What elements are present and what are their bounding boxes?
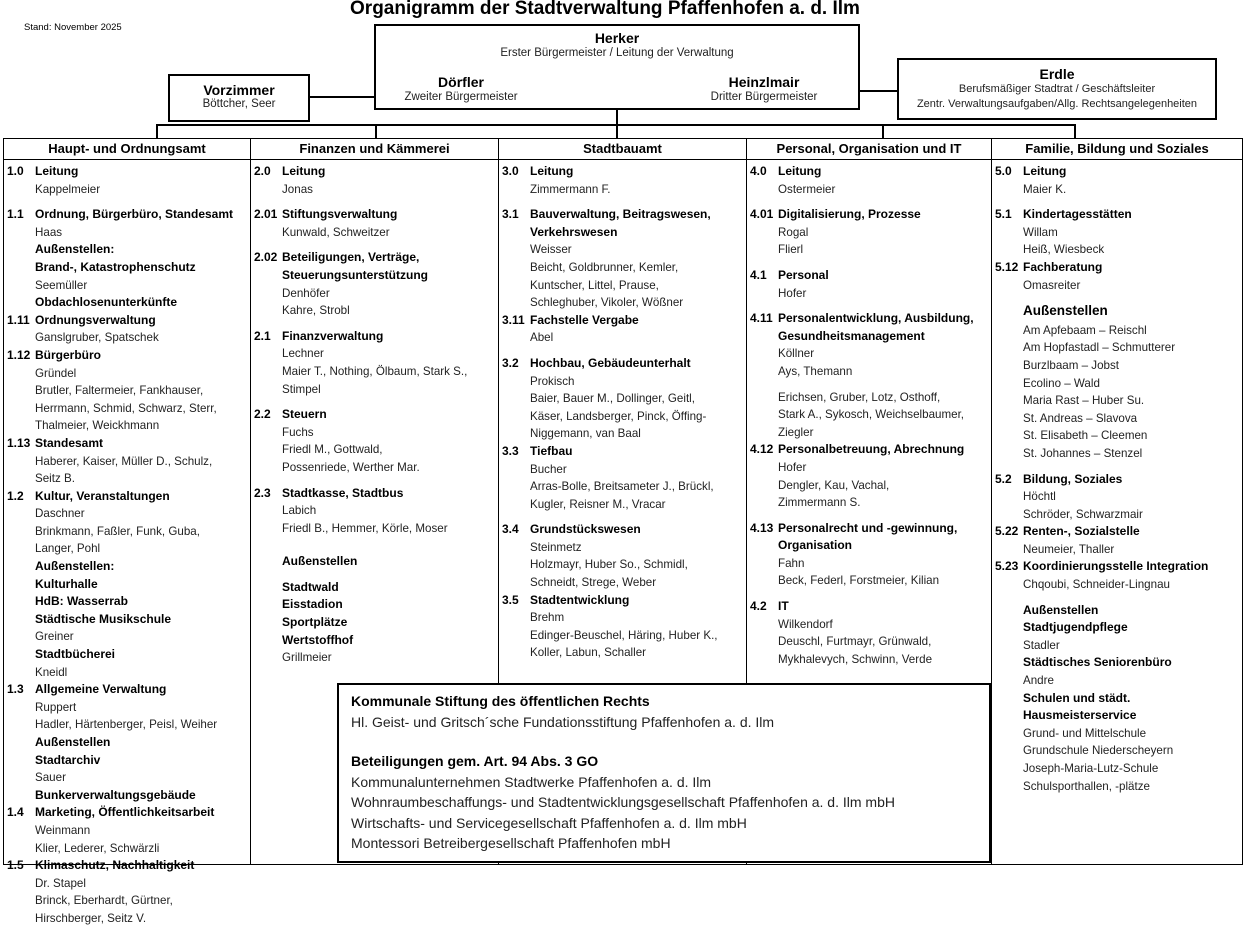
subunit-heading: Sportplätze (282, 615, 348, 630)
unit-label: Kindertagesstätten (1023, 207, 1132, 222)
staff-names: Heiß, Wiesbeck (1023, 243, 1105, 257)
staff-names: Niggemann, van Baal (530, 427, 641, 441)
staff-names: Seemüller (35, 278, 88, 292)
unit-heading (995, 523, 1242, 541)
spacer (995, 294, 1242, 302)
department-title: Haupt- und Ordnungsamt (4, 139, 250, 160)
unit-number: 3.5 (502, 592, 519, 607)
unit-heading (7, 857, 250, 875)
unit-heading (7, 435, 250, 453)
subunit-heading: Stadtbücherei (35, 647, 116, 662)
unit-label: Bildung, Soziales (1023, 471, 1123, 486)
spacer (995, 594, 1242, 602)
unit-number: 1.4 (7, 805, 24, 820)
unit-label: Allgemeine Verwaltung (35, 682, 167, 697)
spacer (7, 198, 250, 206)
subunit-heading: Hausmeisterservice (1023, 708, 1137, 723)
staff-names: Mykhalevych, Schwinn, Verde (778, 652, 933, 666)
spacer (750, 302, 991, 310)
staff-names: Höchtl (1023, 490, 1056, 504)
unit-label: Hochbau, Gebäudeunterhalt (530, 355, 691, 370)
second-mayor-name: Dörfler (438, 74, 484, 90)
unit-number: 4.01 (750, 207, 774, 222)
unit-label: Ordnungsverwaltung (35, 312, 156, 327)
department-title: Personal, Organisation und IT (747, 139, 991, 160)
unit-label: Ordnung, Bürgerbüro, Standesamt (35, 207, 234, 222)
staff-names: Greiner (35, 630, 74, 644)
staff-names: Stark A., Sykosch, Weichselbaumer, (778, 408, 965, 422)
unit-label: Tiefbau (530, 443, 573, 458)
unit-label: Stadtentwicklung (530, 592, 630, 607)
spacer (254, 398, 498, 406)
unit-heading (254, 485, 498, 503)
staff-names: Klier, Lederer, Schwärzli (35, 841, 160, 855)
unit-label: Fachberatung (1023, 259, 1103, 274)
connector-dep4 (882, 124, 884, 138)
unit-label: Personalrecht und -gewinnung, (778, 520, 958, 535)
department-body (4, 160, 250, 928)
unit-number: 1.5 (7, 858, 24, 873)
unit-label: Leitung (282, 164, 326, 178)
subunit-heading: Außenstellen (35, 735, 111, 749)
front-office-people: Böttcher, Seer (202, 98, 276, 110)
subunit-heading: Verkehrswesen (530, 224, 618, 239)
unit-label: Leitung (35, 164, 79, 178)
staff-names: Schneidt, Strege, Weber (530, 576, 657, 590)
unit-number: 1.0 (7, 164, 24, 178)
subunit-heading: Außenstellen (282, 554, 358, 569)
staff-names: Hofer (778, 460, 807, 474)
staff-names: Kneidl (35, 665, 68, 679)
staff-names: Friedl B., Hemmer, Körle, Moser (282, 521, 448, 535)
unit-heading (502, 521, 746, 539)
subunit-heading: Außenstellen (1023, 602, 1099, 617)
page-title: Organigramm der Stadtverwaltung Pfaffenhofen a. d. Ilm (350, 0, 860, 19)
staff-names: Brinck, Eberhardt, Gürtner, (35, 894, 173, 908)
front-office-title: Vorzimmer (203, 82, 275, 98)
staff-names: Possenriede, Werther Mar. (282, 460, 420, 474)
department-body (992, 160, 1242, 795)
staff-names: Beicht, Goldbrunner, Kemler, (530, 260, 679, 274)
staff-names: St. Johannes – Stenzel (1023, 446, 1143, 460)
unit-number: 4.13 (750, 520, 774, 535)
staff-names: Joseph-Maria-Lutz-Schule (1023, 762, 1159, 775)
staff-names: Am Hopfastadl – Schmutterer (1023, 341, 1176, 355)
unit-label: Steuern (282, 407, 327, 422)
subunit-heading: Stadtwald (282, 579, 339, 594)
subunit-heading: Steuerungsunterstützung (282, 267, 428, 282)
staff-names: Andre (1023, 674, 1054, 688)
staff-names: Thalmeier, Weickhmann (35, 419, 160, 433)
affiliates-box (337, 683, 991, 863)
city-councillor-box (897, 58, 1217, 120)
staff-names: Kugler, Reisner M., Vracar (530, 497, 666, 511)
unit-label: Fachstelle Vergabe (530, 312, 639, 327)
staff-names: Fuchs (282, 425, 314, 439)
unit-heading (254, 328, 498, 346)
subunit-heading: Außenstellen (1023, 303, 1108, 319)
unit-label: Grundstückswesen (530, 522, 641, 537)
staff-names: Brehm (530, 611, 565, 625)
unit-number: 3.2 (502, 355, 519, 370)
staff-names: Am Apfebaam – Reischl (1023, 323, 1147, 337)
staff-names: Friedl M., Gottwald, (282, 443, 383, 457)
councillor-role-2: Zentr. Verwaltungsaufgaben/Allg. Rechtsangelegenheiten (916, 98, 1198, 110)
subunit-heading: Organisation (778, 538, 853, 553)
staff-names: Lechner (282, 347, 324, 361)
unit-heading (750, 310, 991, 328)
department-column-1 (4, 139, 251, 925)
unit-heading (502, 163, 746, 181)
department-body (499, 160, 746, 662)
subunit-heading: Gesundheitsmanagement (778, 328, 925, 343)
staff-names: Maier T., Nothing, Ölbaum, Stark S., (282, 364, 468, 378)
subunit-heading: Außenstellen: (35, 559, 115, 574)
unit-heading (7, 312, 250, 330)
staff-names: Ziegler (778, 425, 814, 439)
unit-heading (7, 681, 250, 699)
unit-heading (502, 592, 746, 610)
unit-label: Standesamt (35, 435, 104, 450)
unit-heading (995, 163, 1242, 181)
unit-number: 4.11 (750, 311, 773, 326)
mayor-box (374, 24, 860, 110)
staff-names: Daschner (35, 507, 85, 521)
unit-number: 5.23 (995, 559, 1019, 574)
spacer (750, 381, 991, 389)
staff-names: Holzmayr, Huber So., Schmidl, (530, 558, 688, 572)
department-title: Finanzen und Kämmerei (251, 139, 498, 160)
staff-names: Schröder, Schwarzmair (1023, 507, 1143, 521)
staff-names: Rogal (778, 225, 809, 239)
staff-names: Dengler, Kau, Vachal, (778, 478, 890, 492)
subunit-heading: Stadtarchiv (35, 752, 101, 767)
third-mayor (664, 70, 864, 104)
unit-heading (254, 249, 498, 267)
holding-item: Montessori Betreibergesellschaft Pfaffenhofen mbH (351, 835, 671, 851)
department-column-5 (992, 139, 1242, 864)
staff-names: Hirschberger, Seitz V. (35, 911, 147, 925)
staff-names: Stimpel (282, 382, 321, 396)
staff-names: Dr. Stapel (35, 876, 86, 890)
unit-label: Bürgerbüro (35, 347, 101, 362)
unit-label: Renten-, Sozialstelle (1023, 524, 1140, 539)
staff-names: Baier, Bauer M., Dollinger, Geitl, (530, 392, 695, 406)
unit-heading (7, 488, 250, 506)
unit-label: Personal (778, 267, 829, 282)
staff-names: Hofer (778, 286, 807, 300)
spacer (502, 513, 746, 521)
unit-label: Bauverwaltung, Beitragswesen, (530, 207, 711, 222)
unit-label: Leitung (530, 164, 574, 178)
unit-number: 5.1 (995, 207, 1012, 222)
unit-number: 1.13 (7, 435, 31, 450)
connector-erdle (860, 90, 897, 92)
staff-names: Erichsen, Gruber, Lotz, Osthoff, (778, 390, 941, 404)
unit-number: 5.2 (995, 471, 1012, 486)
unit-number: 5.22 (995, 524, 1019, 539)
unit-heading (254, 163, 498, 181)
unit-heading (750, 267, 991, 285)
councillor-role-1: Berufsmäßiger Stadtrat / Geschäftsleiter (958, 83, 1156, 95)
staff-names: Weinmann (35, 823, 91, 837)
connector-dep5 (1074, 124, 1076, 138)
unit-number: 3.11 (502, 312, 525, 327)
unit-label: Digitalisierung, Prozesse (778, 207, 921, 222)
staff-names: Labich (282, 504, 317, 518)
subunit-heading: Außenstellen: (35, 242, 115, 257)
staff-names: Jonas (282, 182, 313, 196)
unit-label: Personalentwicklung, Ausbildung, (778, 311, 974, 326)
staff-names: Ganslgruber, Spatschek (35, 331, 159, 345)
staff-names: Koller, Labun, Schaller (530, 646, 647, 660)
unit-label: IT (778, 599, 789, 614)
mayor-name: Herker (594, 30, 640, 46)
unit-heading (995, 471, 1242, 489)
unit-number: 4.0 (750, 164, 767, 178)
front-office-box (168, 74, 310, 122)
unit-heading (502, 206, 746, 224)
spacer (995, 198, 1242, 206)
staff-names: Hadler, Härtenberger, Peisl, Weiher (35, 718, 218, 732)
spacer (750, 198, 991, 206)
subunit-heading: Städtische Musikschule (35, 611, 172, 626)
staff-names: Bucher (530, 462, 567, 476)
staff-names: Abel (530, 331, 554, 345)
unit-label: Koordinierungsstelle Integration (1023, 559, 1209, 574)
staff-names: Sauer (35, 771, 66, 785)
foundation-name: Hl. Geist- und Gritsch´sche Fundationsstiftung Pfaffenhofen a. d. Ilm (351, 713, 775, 730)
department-body (747, 160, 991, 668)
subunit-heading: Stadtjugendpflege (1023, 620, 1128, 635)
staff-names: Käser, Landsberger, Pinck, Öffing- (530, 409, 707, 423)
staff-names: Herrmann, Schmid, Schwarz, Sterr, (35, 401, 217, 415)
unit-number: 1.1 (7, 207, 24, 222)
staff-names: St. Andreas – Slavova (1023, 411, 1138, 425)
staff-names: Brinkmann, Faßler, Funk, Guba, (35, 524, 200, 538)
staff-names: Ays, Themann (778, 364, 853, 378)
unit-heading (750, 206, 991, 224)
unit-heading (254, 206, 498, 224)
staff-names: Ruppert (35, 700, 77, 714)
spacer (254, 241, 498, 249)
connector-dep3 (616, 124, 618, 138)
staff-names: Brutler, Faltermeier, Fankhauser, (35, 384, 204, 398)
staff-names: Kunwald, Schweitzer (282, 225, 390, 239)
subunit-heading: HdB: Wasserrab (35, 594, 128, 609)
staff-names: Zimmermann S. (778, 496, 861, 510)
staff-names: Ostermeier (778, 182, 836, 196)
staff-names: Neumeier, Thaller (1023, 542, 1115, 556)
staff-names: Köllner (778, 347, 815, 361)
unit-label: Klimaschutz, Nachhaltigkeit (35, 858, 195, 873)
staff-names: Kuntscher, Littel, Prause, (530, 278, 659, 292)
unit-number: 2.1 (254, 328, 271, 343)
holding-item: Wirtschafts- und Servicegesellschaft Pfaffenhofen a. d. Ilm mbH (351, 814, 747, 831)
staff-names: Zimmermann F. (530, 182, 611, 196)
staff-names: Denhöfer (282, 286, 330, 300)
unit-label: Personalbetreuung, Abrechnung (778, 442, 965, 457)
unit-number: 5.0 (995, 164, 1012, 178)
unit-heading (502, 355, 746, 373)
spacer (502, 347, 746, 355)
staff-names: Maria Rast – Huber Su. (1023, 394, 1145, 408)
subunit-heading: Eisstadion (282, 597, 343, 612)
subunit-heading: Obdachlosenunterkünfte (35, 295, 178, 310)
unit-heading (750, 163, 991, 181)
unit-heading (254, 406, 498, 424)
unit-label: Kultur, Veranstaltungen (35, 488, 170, 503)
staff-names: Seitz B. (35, 472, 75, 486)
holdings-heading: Beteiligungen gem. Art. 94 Abs. 3 GO (351, 753, 599, 769)
staff-names: Arras-Bolle, Breitsameter J., Brückl, (530, 480, 714, 494)
unit-heading (995, 259, 1242, 277)
unit-number: 1.12 (7, 347, 31, 362)
unit-heading (7, 804, 250, 822)
staff-names: Kahre, Strobl (282, 304, 350, 318)
spacer (502, 198, 746, 206)
unit-heading (7, 206, 250, 224)
spacer (750, 512, 991, 520)
department-body (251, 160, 498, 667)
staff-names: Maier K. (1023, 182, 1067, 196)
connector-dep2 (375, 124, 377, 138)
unit-label: Stiftungsverwaltung (282, 207, 398, 222)
connector-dep1 (156, 124, 158, 138)
unit-number: 4.1 (750, 267, 767, 282)
holding-item: Kommunalunternehmen Stadtwerke Pfaffenhofen a. d. Ilm (351, 773, 712, 790)
spacer (254, 571, 498, 579)
unit-label: Leitung (778, 164, 822, 178)
spacer (254, 198, 498, 206)
staff-names: Omasreiter (1023, 278, 1081, 292)
unit-number: 3.4 (502, 522, 519, 537)
staff-names: Steinmetz (530, 540, 582, 554)
subunit-heading: Städtisches Seniorenbüro (1023, 655, 1172, 670)
spacer (750, 590, 991, 598)
staff-names: Gründel (35, 366, 77, 380)
third-mayor-role: Dritter Bürgermeister (710, 91, 818, 103)
unit-number: 1.3 (7, 682, 24, 697)
unit-number: 3.3 (502, 443, 519, 458)
unit-heading (750, 441, 991, 459)
unit-label: Marketing, Öffentlichkeitsarbeit (35, 805, 215, 820)
unit-label: Leitung (1023, 164, 1067, 178)
staff-names: Schleghuber, Vikoler, Wößner (530, 296, 684, 310)
unit-heading (502, 443, 746, 461)
staff-names: Flierl (778, 243, 804, 257)
unit-number: 5.12 (995, 259, 1019, 274)
spacer (750, 259, 991, 267)
staff-names: Deuschl, Furtmayr, Grünwald, (778, 635, 932, 649)
stand-date: Stand: November 2025 (24, 22, 122, 33)
staff-names: Wilkendorf (778, 617, 833, 631)
unit-number: 2.3 (254, 485, 271, 500)
staff-names: Ecolino – Wald (1023, 376, 1100, 390)
unit-number: 2.2 (254, 407, 271, 422)
unit-number: 4.12 (750, 442, 774, 457)
councillor-name: Erdle (1039, 66, 1075, 82)
holding-item: Wohnraumbeschaffungs- und Stadtentwicklungsgesellschaft Pfaffenhofen a. d. Ilm mbH (351, 794, 895, 810)
staff-names: Schulsporthallen, -plätze (1023, 779, 1150, 793)
spacer (254, 477, 498, 485)
unit-number: 3.1 (502, 207, 519, 222)
staff-names: Haberer, Kaiser, Müller D., Schulz, (35, 454, 213, 468)
second-mayor (361, 70, 561, 104)
unit-label: Stadtkasse, Stadtbus (282, 485, 404, 500)
staff-names: St. Elisabeth – Cleemen (1023, 429, 1148, 443)
subunit-heading: Wertstoffhof (282, 632, 354, 647)
spacer (254, 537, 498, 553)
unit-heading (502, 312, 746, 330)
unit-number: 2.0 (254, 164, 271, 178)
department-title: Stadtbauamt (499, 139, 746, 160)
staff-names: Prokisch (530, 374, 575, 388)
foundation-heading: Kommunale Stiftung des öffentlichen Rechts (351, 693, 650, 709)
unit-heading (995, 558, 1242, 576)
spacer (995, 463, 1242, 471)
department-title: Familie, Bildung und Soziales (992, 139, 1242, 160)
subunit-heading: Brand-, Katastrophenschutz (35, 259, 196, 274)
staff-names: Weisser (530, 243, 572, 257)
staff-names: Willam (1023, 225, 1058, 239)
staff-names: Beck, Federl, Forstmeier, Kilian (778, 574, 940, 588)
unit-label: Finanzverwaltung (282, 328, 384, 343)
unit-number: 3.0 (502, 164, 519, 178)
staff-names: Chqoubi, Schneider-Lingnau (1023, 578, 1170, 592)
third-mayor-name: Heinzlmair (728, 74, 800, 90)
unit-label: Beteiligungen, Verträge, (282, 250, 420, 265)
mayor-role: Erster Bürgermeister / Leitung der Verwaltung (500, 47, 734, 59)
staff-names: Edinger-Beuschel, Häring, Huber K., (530, 628, 718, 642)
unit-heading (7, 163, 250, 181)
unit-number: 1.2 (7, 488, 24, 503)
staff-names: Kappelmeier (35, 182, 101, 196)
connector-trunk (616, 110, 618, 125)
unit-number: 2.01 (254, 207, 278, 222)
subunit-heading: Schulen und städt. (1023, 690, 1131, 705)
staff-names: Grillmeier (282, 651, 332, 665)
unit-number: 2.02 (254, 250, 278, 265)
unit-heading (750, 520, 991, 538)
unit-number: 1.11 (7, 312, 30, 327)
staff-names: Burzlbaam – Jobst (1023, 358, 1120, 372)
subunit-heading: Bunkerverwaltungsgebäude (35, 787, 196, 802)
staff-names: Stadler (1023, 638, 1060, 652)
staff-names: Grundschule Niederscheyern (1023, 744, 1174, 758)
spacer (254, 320, 498, 328)
staff-names: Haas (35, 225, 63, 239)
subunit-heading: Kulturhalle (35, 576, 98, 591)
second-mayor-role: Zweiter Bürgermeister (404, 91, 518, 103)
unit-number: 4.2 (750, 599, 767, 614)
staff-names: Fahn (778, 556, 805, 570)
unit-heading (750, 598, 991, 616)
staff-names: Langer, Pohl (35, 542, 101, 556)
staff-names: Grund- und Mittelschule (1023, 726, 1147, 740)
unit-heading (995, 206, 1242, 224)
unit-heading (7, 347, 250, 365)
